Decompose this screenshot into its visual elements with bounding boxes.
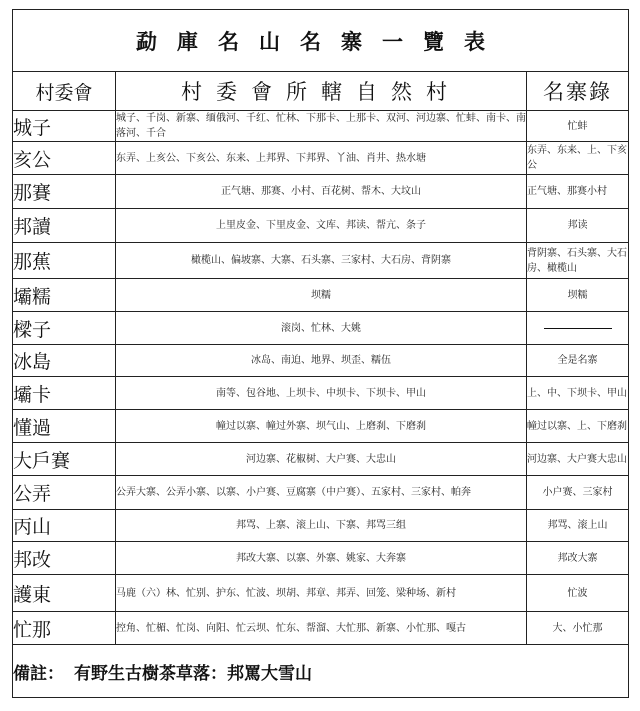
table-row [13, 209, 629, 243]
table-row [13, 542, 629, 575]
table-row [13, 410, 629, 443]
villages-cell: 滚岗、忙林、大姚 [116, 312, 527, 345]
committee-cell: 樑子 [13, 312, 116, 345]
villages-cell: 控角、忙楣、忙岗、向阳、忙云坝、忙东、帮溜、大忙那、新寨、小忙那、嘎古 [116, 612, 527, 645]
table-row [13, 345, 629, 377]
record-cell: 幢过以寨、上、下磨刹 [527, 410, 629, 443]
table-row [13, 279, 629, 312]
villages-cell: 南等、包谷地、上坝卡、中坝卡、下坝卡、甲山 [116, 377, 527, 410]
footer-note [13, 645, 629, 698]
table-row [13, 111, 629, 142]
committee-cell: 壩糯 [13, 279, 116, 312]
record-cell: 东弄、东来、上、下亥公 [527, 142, 629, 175]
table-row [13, 476, 629, 510]
villages-cell: 正气塘、那赛、小村、百花树、帮木、大坟山 [116, 175, 527, 209]
villages-cell: 邦骂、上寨、滚上山、下寨、邦骂三组 [116, 510, 527, 542]
committee-cell: 城子 [13, 111, 116, 142]
header-villages: 村委會所轄自然村 [116, 72, 527, 111]
record-cell: 坝糯 [527, 279, 629, 312]
record-cell: 小户赛、三家村 [527, 476, 629, 510]
record-cell: 邦读 [527, 209, 629, 243]
villages-cell: 河边寨、花椒树、大户赛、大忠山 [116, 443, 527, 476]
table-row [13, 142, 629, 175]
committee-cell: 那蕉 [13, 243, 116, 279]
table-row [13, 377, 629, 410]
committee-cell: 邦改 [13, 542, 116, 575]
footer-label: 備註： [13, 663, 64, 684]
committee-cell: 護東 [13, 575, 116, 612]
villages-cell: 东弄、上亥公、下亥公、东来、上邦界、下邦界、丫油、肖井、热水塘 [116, 142, 527, 175]
villages-cell: 幢过以寨、幢过外寨、坝气山、上磨刹、下磨刹 [116, 410, 527, 443]
record-cell: 忙蚌 [527, 111, 629, 142]
record-cell: 邦骂、滚上山 [527, 510, 629, 542]
committee-cell: 那賽 [13, 175, 116, 209]
record-cell: 河边寨、大户赛大忠山 [527, 443, 629, 476]
record-cell: 正气塘、那赛小村 [527, 175, 629, 209]
committee-cell: 壩卡 [13, 377, 116, 410]
committee-cell: 公弄 [13, 476, 116, 510]
villages-cell: 橄榄山、偏坡寨、大寨、石头寨、三家村、大石房、背阴寨 [116, 243, 527, 279]
villages-cell: 公弄大寨、公弄小寨、以寨、小户赛、豆腐寨（中户赛）、五家村、三家村、帕奔 [116, 476, 527, 510]
table-row [13, 243, 629, 279]
record-cell: 上、中、下坝卡、甲山 [527, 377, 629, 410]
villages-cell: 上里皮金、下里皮金、文库、邦读、帮亢、条子 [116, 209, 527, 243]
empty-dash [544, 328, 612, 329]
record-cell-empty [527, 312, 629, 345]
villages-cell: 邦改大寨、以寨、外寨、姚家、大奔寨 [116, 542, 527, 575]
villages-cell: 马鹿（六）林、忙别、护东、忙波、坝胡、邦章、邦弄、回笼、梁种场、新村 [116, 575, 527, 612]
villages-cell: 坝糯 [116, 279, 527, 312]
committee-cell: 丙山 [13, 510, 116, 542]
table-row [13, 443, 629, 476]
header-record: 名寨錄 [527, 72, 629, 111]
record-cell: 忙波 [527, 575, 629, 612]
record-cell: 全是名寨 [527, 345, 629, 377]
table-title: 勐庫名山名寨一覽表 [13, 10, 629, 72]
villages-cell: 城子、千岗、新寨、缅俄河、千红、忙林、下那卡、上那卡、双河、河边寨、忙蚌、南卡、南落河、千合 [116, 111, 527, 142]
committee-cell: 大戶賽 [13, 443, 116, 476]
committee-cell: 亥公 [13, 142, 116, 175]
committee-cell: 冰島 [13, 345, 116, 377]
table-row [13, 575, 629, 612]
table-row [13, 510, 629, 542]
villages-cell: 冰岛、南迫、地界、坝歪、糯伍 [116, 345, 527, 377]
committee-cell: 忙那 [13, 612, 116, 645]
famous-villages-table [12, 9, 629, 698]
record-cell: 大、小忙那 [527, 612, 629, 645]
footer-text: 有野生古樹茶草落：邦罵大雪山 [74, 663, 312, 684]
table-row [13, 175, 629, 209]
committee-cell: 懂過 [13, 410, 116, 443]
table-row [13, 612, 629, 645]
record-cell: 邦改大寨 [527, 542, 629, 575]
record-cell: 背阴寨、石头寨、大石房、橄榄山 [527, 243, 629, 279]
table-row [13, 312, 629, 345]
header-committee: 村委會 [13, 72, 116, 111]
committee-cell: 邦讀 [13, 209, 116, 243]
